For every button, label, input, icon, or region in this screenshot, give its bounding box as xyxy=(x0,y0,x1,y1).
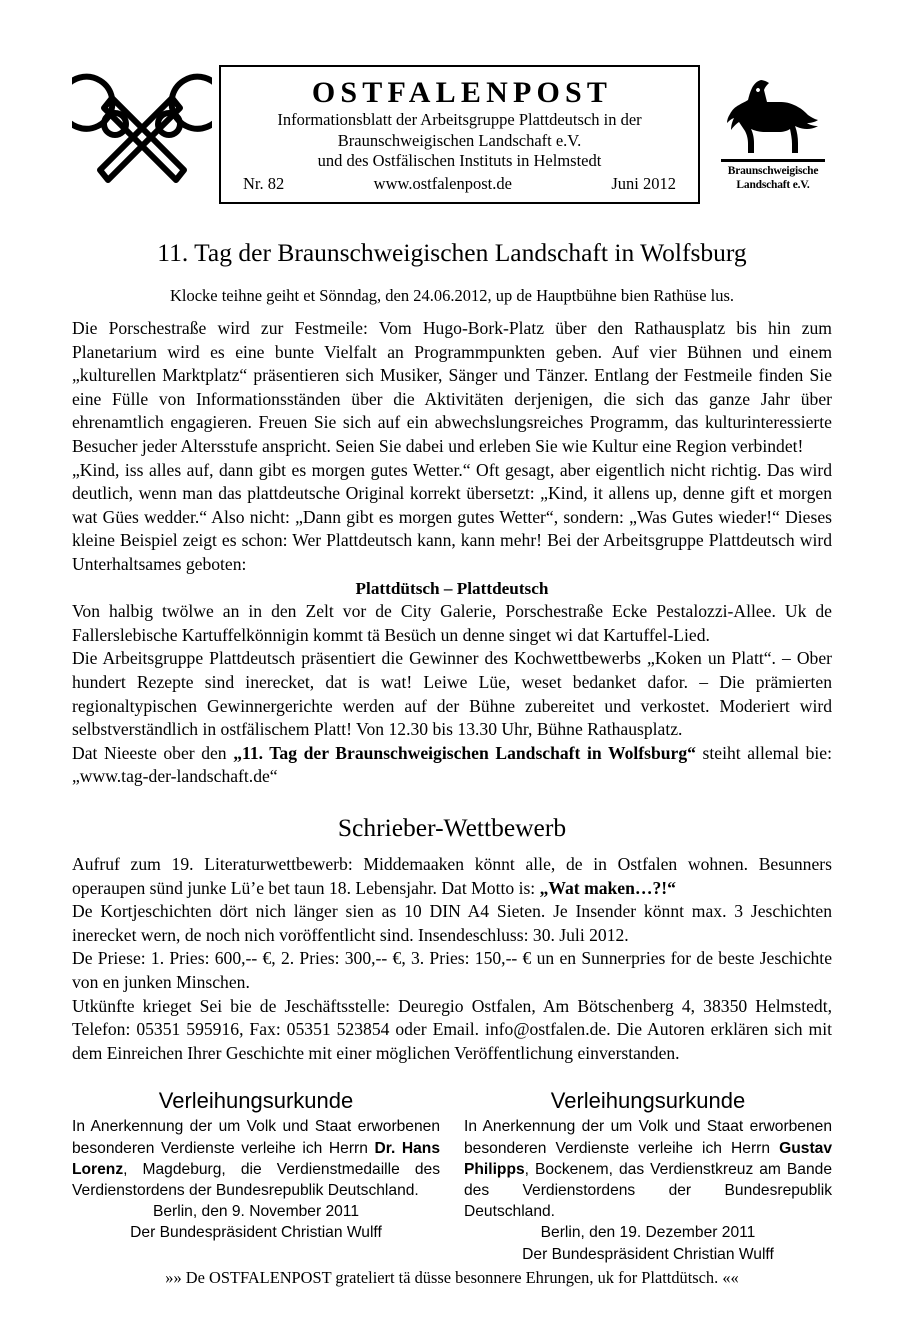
article-2-paragraph-3: De Priese: 1. Pries: 600,-- €, 2. Pries: 300,-- €, 3. Pries: 150,-- € un en Sunnerpries for de beste Jeschichte von en junken Minschen. xyxy=(72,948,832,992)
article-1-paragraph-4: Die Arbeitsgruppe Plattdeutsch präsentiert die Gewinner des Kochwettbewerbs „Koken un Platt“. – Ober hundert Rezepte sind inerecket, dat is wat! Leiwe Lüe, weset bedanket dafor. – Die prämierten regionaltypischen Gewinnergerichte werden auf der Bühne zubereitet und verkostet. Moderiert wird selbstverständlich in ostfälischem Platt! Von 12.30 bis 13.30 Uhr, Bühne Rathausplatz. xyxy=(72,648,832,740)
masthead-subtitle-line-1: Informationsblatt der Arbeitsgruppe Plattdeutsch in der xyxy=(277,110,642,129)
logo-brand-line-1: Braunschweigische xyxy=(727,165,819,177)
newsletter-page xyxy=(0,56,904,1336)
article-1-paragraph-2: „Kind, iss alles auf, dann gibt es morgen gutes Wetter.“ Oft gesagt, aber eigentlich nicht richtig. Das wird deutlich, wenn man das plattdeutsche Original korrekt übersetzt: „Kind, it allens up, denne gift et morgen wat Gües wedder.“ Also nicht: „Dann gibt es morgen gutes Wetter“, sondern: „Was Gutes wieder!“ Dieses kleine Beispiel zeigt es schon: Wer Plattdeutsch kann, kann mehr! Bei der Arbeitsgruppe Plattdeutsch wird Unterhaltsames geboten: xyxy=(72,459,832,575)
article-1-section-heading: Plattdütsch – Plattdeutsch xyxy=(355,578,549,598)
horse-ground-rule xyxy=(721,159,825,162)
article-2-paragraph-2: De Kortjeschichten dört nich länger sien as 10 DIN A4 Sieten. Je Insender könnt max. 3 Jeschichten inerecket wern, de noch nich voröffentlicht sind. Insendeschluss: 30. Juli 2012. xyxy=(72,901,832,945)
article-2-paragraph-1 xyxy=(72,853,832,900)
braunschweigische-landschaft-logo xyxy=(708,74,838,204)
awards-section xyxy=(72,1087,832,1264)
article-1-subhead: Klocke teihne geiht et Sönndag, den 24.06.2012, up de Hauptbühne bien Rathüse lus. xyxy=(169,286,735,306)
article-1-paragraph-5-pre: Dat Nieeste ober den xyxy=(72,742,234,763)
masthead-issue-row xyxy=(221,172,698,195)
article-1-paragraph-5-bold: „11. Tag der Braunschweigischen Landschaft in Wolfsburg“ xyxy=(233,742,696,763)
article-1-paragraph-1: Die Porschestraße wird zur Festmeile: Vom Hugo-Bork-Platz über den Rathausplatz bis hin zum Planetarium wird es eine bunte Vielfalt an Programmpunkten geben. Auf vier Bühnen und einem „kulturellen Marktplatz“ präsentieren sich Musiker, Sänger und Tänzer. Entlang der Festmeile finden Sie eine Fülle von Informationsständen über die Aktivitäten derjenigen, die sich das ganze Jahr über ehrenamtlich engagieren. Freuen Sie sich auf ein abwechslungsreiches Programm, das kulturinteressierte Besucher jeder Altersstufe anspricht. Seien Sie dabei und erleben Sie wie Kultur eine Region verbindet! xyxy=(72,318,832,457)
article-1-headline: 11. Tag der Braunschweigischen Landschaft in Wolfsburg xyxy=(157,238,747,267)
paper-name: OSTFALENPOST xyxy=(311,76,613,109)
issue-date: Juni 2012 xyxy=(611,173,676,193)
award-left-body-pre: In Anerkennung der um Volk und Staat erworbenen besonderen Verdienste verleihe ich Herrn xyxy=(72,1118,440,1157)
award-left-place-date: Berlin, den 9. November 2011 xyxy=(152,1203,359,1221)
award-right-place-date: Berlin, den 19. Dezember 2011 xyxy=(540,1224,756,1242)
award-left-signatory: Der Bundespräsident Christian Wulff xyxy=(130,1224,382,1242)
article-2-motto: „Wat maken…?!“ xyxy=(539,877,676,898)
award-right-signatory: Der Bundespräsident Christian Wulff xyxy=(522,1245,774,1263)
masthead-title-box xyxy=(219,65,700,204)
award-column-left xyxy=(72,1087,440,1264)
article-2-paragraph-1-pre: Aufruf zum 19. Literaturwettbewerb: Middemaaken könnt alle, de in Ostfalen wohnen. Besunners operaupen sünd junke Lü’e bet taun 18. Lebensjahr. Dat Motto is: xyxy=(72,853,832,898)
logo-brand-line-2: Landschaft e.V. xyxy=(736,178,810,191)
article-1-paragraph-5-post: steiht allemal bie: „www.tag-der-landschaft.de“ xyxy=(72,742,832,787)
masthead-subtitle-line-3: und des Ostfälischen Instituts in Helmstedt xyxy=(317,151,602,170)
article-1-paragraph-5 xyxy=(72,742,832,789)
award-right-body-pre: In Anerkennung der um Volk und Staat erworbenen besonderen Verdienste verleihe ich Herrn xyxy=(464,1118,832,1157)
article-2-headline: Schrieber-Wettbewerb xyxy=(337,812,567,842)
footer-congratulation-note: »» De OSTFALENPOST grateliert tä düsse besonnere Ehrungen, uk for Plattdütsch. «« xyxy=(165,1267,739,1287)
issue-number: Nr. 82 xyxy=(243,173,285,193)
award-column-right xyxy=(464,1087,832,1264)
article-1-paragraph-3: Von halbig twölwe an in den Zelt vor de City Galerie, Porschestraße Ecke Pestalozzi-Allee. Uk de Fallerslebische Kartuffelkönnigin kommt tä Besüch un denne singet wi dat Kartuffel-Lied. xyxy=(72,601,832,645)
article-2-paragraph-4: Utkünfte krieget Sei bie de Jeschäftsstelle: Deuregio Ostfalen, Am Bötschenberg 4, 38350 Helmstedt, Telefon: 05351 595916, Fax: 05351 523854 oder Email. info@ostfalen.de. Die Autoren erklären sich mit dem Einreichen Ihrer Geschichte mit einer möglichen Veröffentlichung einverstanden. xyxy=(72,995,832,1063)
award-left-title: Verleihungsurkunde xyxy=(158,1088,354,1114)
horse-icon xyxy=(717,74,829,158)
award-right-body-post: , Bockenem, das Verdienstkreuz am Bande des Verdienstordens der Bundesrepublik Deutschland. xyxy=(464,1160,832,1221)
award-left-body-post: , Magdeburg, die Verdienstmedaille des Verdienstordens der Bundesrepublik Deutschland. xyxy=(72,1160,440,1199)
crossed-keys-ostfalen-emblem-icon xyxy=(72,68,212,194)
award-right-title: Verleihungsurkunde xyxy=(550,1088,746,1114)
award-left-recipient: Dr. Hans Lorenz xyxy=(72,1139,440,1178)
website-url[interactable]: www.ostfalenpost.de xyxy=(373,173,512,193)
masthead xyxy=(72,56,832,216)
award-right-body xyxy=(464,1116,832,1222)
award-right-recipient: Gustav Philipps xyxy=(464,1139,832,1178)
masthead-subtitle-line-2: Braunschweigischen Landschaft e.V. xyxy=(337,130,582,150)
award-left-body xyxy=(72,1116,440,1201)
